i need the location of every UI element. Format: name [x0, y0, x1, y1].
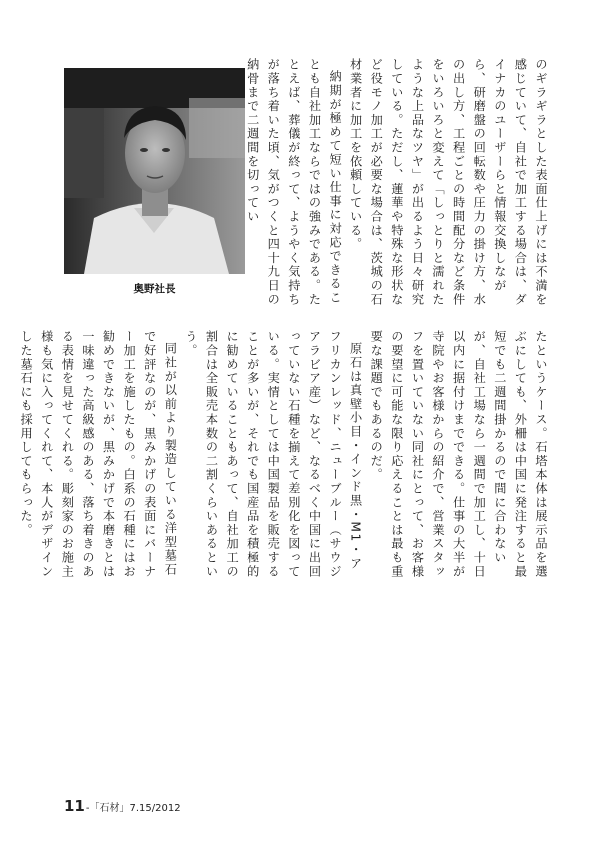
article-paragraph: たというケース。石塔本体は展示品を選ぶにしても、外柵は中国に発注すると最短でも二週間掛かるので間に合わないが、自社工場なら一週間で加工し、十日以内に据付けまでできる。仕事の大半が寺院やお客様からの紹介で、営業スタッフを置いていない同社にとって、お客様の要望に可能な限り応えることは最も重要な課題でもあるのだ。	[369, 330, 548, 579]
page-number: 11	[64, 797, 85, 815]
president-photo	[64, 68, 245, 274]
article-bottom-section	[19, 330, 551, 580]
publication-info: -「石材」7.15/2012	[85, 803, 181, 814]
portrait-image	[64, 68, 245, 274]
page-footer	[64, 797, 181, 815]
article-paragraph: 同社が以前より製造している洋型墓石で好評なのが、黒みかげの表面にバーナー加工を施したもの。白系の石種にはお勧めできないが、黒みかげで本磨きとは一味違った高級感のある、落ち着きのある表情を見せてくれる。彫刻家のお施主様も気に入ってくれて、本人がデザインした墓石にも採用してもらった。	[19, 330, 178, 579]
article-top-section	[245, 58, 551, 314]
article-paragraph: 原石は真壁小目・インド黒・M1・アフリカンレッド、ニューブルー（サウジアラビア産）など、なるべく中国に出回っていない石種を揃えて差別化を図っている。実情としては中国製品を販売することが多いが、それでも国産品を積極的に勧めていることもあって、自社加工の割合は全販売本数の二割くらいあるという。	[183, 330, 363, 579]
article-paragraph: 納期が極めて短い仕事に対応できることも自社加工ならではの強みである。たとえば、葬儀が終って、ようやく気持ちが落ち着いた頃、気がつくと四十九日の納骨まで二週間を切ってい	[245, 58, 343, 307]
article-paragraph: のギラギラとした表面仕上げには不満を感じていて、自社で加工する場合は、ダイナカのユーザーらと情報交換しながら、研磨盤の回転数や圧力の掛け方、水の出し方、工程ごとの時間配分など条件をいろいろと変えて「しっとりと濡れたような上品なツヤ」が出るよう日々研究している。ただし、蓮華や特殊な形状など役モノ加工が必要な場合は、茨城の石材業者に加工を依頼している。	[348, 58, 548, 307]
photo-caption: 奥野社長	[133, 283, 176, 295]
